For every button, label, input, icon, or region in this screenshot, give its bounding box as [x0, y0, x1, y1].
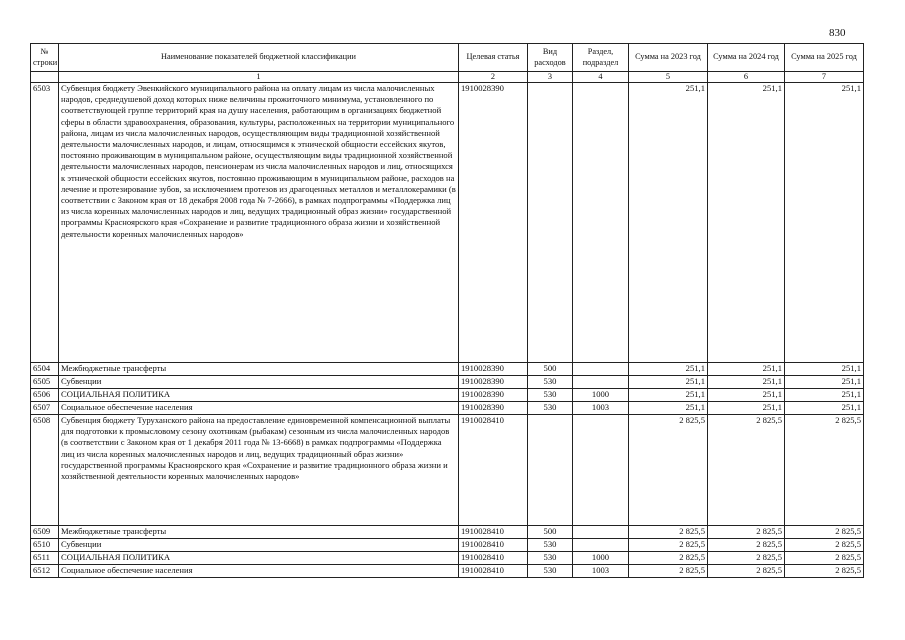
sum-2025-cell: 2 825,5	[785, 552, 864, 565]
row-name-cell: Социальное обеспечение населения	[59, 565, 459, 578]
column-number	[31, 72, 59, 83]
section-cell	[573, 539, 629, 552]
table-row	[31, 402, 864, 415]
sum-2023-cell: 251,1	[629, 402, 708, 415]
section-cell	[573, 526, 629, 539]
table-row	[31, 526, 864, 539]
sum-2024-cell: 2 825,5	[708, 565, 785, 578]
target-article-cell: 1910028390	[459, 83, 528, 363]
table-row	[31, 376, 864, 389]
sum-2023-cell: 251,1	[629, 83, 708, 363]
row-number-cell: 6510	[31, 539, 59, 552]
row-name-cell: Межбюджетные трансферты	[59, 526, 459, 539]
sum-2023-cell: 2 825,5	[629, 526, 708, 539]
column-number-row	[31, 72, 864, 83]
table-row	[31, 389, 864, 402]
header-row-no: № строки	[31, 44, 59, 72]
column-number: 6	[708, 72, 785, 83]
target-article-cell: 1910028390	[459, 402, 528, 415]
table-row	[31, 552, 864, 565]
sum-2023-cell: 251,1	[629, 376, 708, 389]
row-number-cell: 6504	[31, 363, 59, 376]
sum-2025-cell: 251,1	[785, 389, 864, 402]
table-row	[31, 363, 864, 376]
header-sum-2025: Сумма на 2025 год	[785, 44, 864, 72]
target-article-cell: 1910028390	[459, 389, 528, 402]
section-cell	[573, 376, 629, 389]
header-name: Наименование показателей бюджетной классификации	[59, 44, 459, 72]
section-cell	[573, 415, 629, 526]
column-number: 3	[528, 72, 573, 83]
target-article-cell: 1910028390	[459, 376, 528, 389]
row-name-cell: СОЦИАЛЬНАЯ ПОЛИТИКА	[59, 389, 459, 402]
target-article-cell: 1910028410	[459, 526, 528, 539]
section-cell	[573, 83, 629, 363]
sum-2025-cell: 2 825,5	[785, 526, 864, 539]
section-cell: 1000	[573, 552, 629, 565]
sum-2023-cell: 2 825,5	[629, 552, 708, 565]
row-number-cell: 6512	[31, 565, 59, 578]
row-number-cell: 6509	[31, 526, 59, 539]
sum-2024-cell: 251,1	[708, 83, 785, 363]
sum-2024-cell: 251,1	[708, 363, 785, 376]
target-article-cell: 1910028410	[459, 565, 528, 578]
header-row	[31, 44, 864, 72]
sum-2025-cell: 251,1	[785, 363, 864, 376]
sum-2025-cell: 2 825,5	[785, 565, 864, 578]
sum-2024-cell: 2 825,5	[708, 552, 785, 565]
table-row	[31, 83, 864, 363]
row-name-cell: Социальное обеспечение населения	[59, 402, 459, 415]
expense-type-cell: 530	[528, 552, 573, 565]
expense-type-cell: 530	[528, 539, 573, 552]
expense-type-cell: 530	[528, 389, 573, 402]
section-cell: 1003	[573, 565, 629, 578]
section-cell	[573, 363, 629, 376]
row-name-cell: Субвенции	[59, 376, 459, 389]
table-body	[31, 83, 864, 578]
row-name-cell: Межбюджетные трансферты	[59, 363, 459, 376]
header-section: Раздел, подраздел	[573, 44, 629, 72]
budget-table	[30, 43, 864, 578]
row-name-cell: СОЦИАЛЬНАЯ ПОЛИТИКА	[59, 552, 459, 565]
row-number-cell: 6507	[31, 402, 59, 415]
expense-type-cell: 500	[528, 363, 573, 376]
sum-2023-cell: 2 825,5	[629, 539, 708, 552]
header-target: Целевая статья	[459, 44, 528, 72]
sum-2025-cell: 251,1	[785, 83, 864, 363]
expense-type-cell: 530	[528, 565, 573, 578]
header-sum-2024: Сумма на 2024 год	[708, 44, 785, 72]
sum-2024-cell: 2 825,5	[708, 526, 785, 539]
expense-type-cell: 530	[528, 402, 573, 415]
sum-2023-cell: 251,1	[629, 389, 708, 402]
row-number-cell: 6511	[31, 552, 59, 565]
table-row	[31, 539, 864, 552]
column-number: 7	[785, 72, 864, 83]
table-header	[31, 44, 864, 83]
sum-2023-cell: 251,1	[629, 363, 708, 376]
sum-2024-cell: 251,1	[708, 376, 785, 389]
header-sum-2023: Сумма на 2023 год	[629, 44, 708, 72]
row-name-cell: Субвенции	[59, 539, 459, 552]
sum-2025-cell: 2 825,5	[785, 539, 864, 552]
page-number: 830	[829, 27, 846, 39]
section-cell: 1003	[573, 402, 629, 415]
sum-2023-cell: 2 825,5	[629, 415, 708, 526]
column-number: 1	[59, 72, 459, 83]
sum-2024-cell: 251,1	[708, 402, 785, 415]
section-cell: 1000	[573, 389, 629, 402]
sum-2025-cell: 2 825,5	[785, 415, 864, 526]
row-number-cell: 6505	[31, 376, 59, 389]
target-article-cell: 1910028390	[459, 363, 528, 376]
target-article-cell: 1910028410	[459, 539, 528, 552]
row-number-cell: 6506	[31, 389, 59, 402]
table-row	[31, 415, 864, 526]
header-expense-type: Вид расходов	[528, 44, 573, 72]
sum-2024-cell: 2 825,5	[708, 415, 785, 526]
target-article-cell: 1910028410	[459, 552, 528, 565]
expense-type-cell	[528, 415, 573, 526]
row-name-cell: Субвенция бюджету Эвенкийского муниципального района на оплату лицам из числа малочисленных народов, среднедушевой доход которых ниже величины прожиточного минимума, установленного по соответствующей группе территорий края на душу населения, работающим в организациях бюджетной сферы в области здравоохранения, образования, культуры, расположенных на территории муниципального района, лицам из числа малочисленных народов, осуществляющим виды традиционной хозяйственной деятельности малочисленных народов, и лицам, относящимся к этнической общности ессейских якутов, постоянно проживающим в муниципальном районе, осуществляющим виды традиционной хозяйственной деятельности малочисленных народов, пенсионерам из числа малочисленных народов и лиц, относящихся к этнической общности ессейских якутов, постоянно проживающим в муниципальном районе, расходов на лечение и протезирование зубов, за исключением протезов из драгоценных металлов и металлокерамики (в соответствии с Законом края от 18 декабря 2008 года № 7-2666), в рамках подпрограммы «Поддержка лиц из числа коренных малочисленных народов и лиц, ведущих традиционный образ жизни» государственной программы Красноярского края «Сохранение и развитие традиционного образа жизни и хозяйственной деятельности коренных малочисленных народов»	[59, 83, 459, 363]
sum-2024-cell: 2 825,5	[708, 539, 785, 552]
target-article-cell: 1910028410	[459, 415, 528, 526]
row-name-cell: Субвенция бюджету Туруханского района на предоставление единовременной компенсационной выплаты для подготовки к промысловому сезону охотникам (рыбакам) сезонным из числа малочисленных народов (в соответствии с Законом края от 1 декабря 2011 года № 13-6668) в рамках подпрограммы «Поддержка лиц из числа коренных малочисленных народов и лиц, ведущих традиционный образ жизни» государственной программы Красноярского края «Сохранение и развитие традиционного образа жизни и хозяйственной деятельности коренных малочисленных народов»	[59, 415, 459, 526]
sum-2023-cell: 2 825,5	[629, 565, 708, 578]
expense-type-cell	[528, 83, 573, 363]
expense-type-cell: 500	[528, 526, 573, 539]
table-row	[31, 565, 864, 578]
column-number: 4	[573, 72, 629, 83]
sum-2024-cell: 251,1	[708, 389, 785, 402]
row-number-cell: 6503	[31, 83, 59, 363]
expense-type-cell: 530	[528, 376, 573, 389]
sum-2025-cell: 251,1	[785, 376, 864, 389]
column-number: 5	[629, 72, 708, 83]
sum-2025-cell: 251,1	[785, 402, 864, 415]
column-number: 2	[459, 72, 528, 83]
row-number-cell: 6508	[31, 415, 59, 526]
